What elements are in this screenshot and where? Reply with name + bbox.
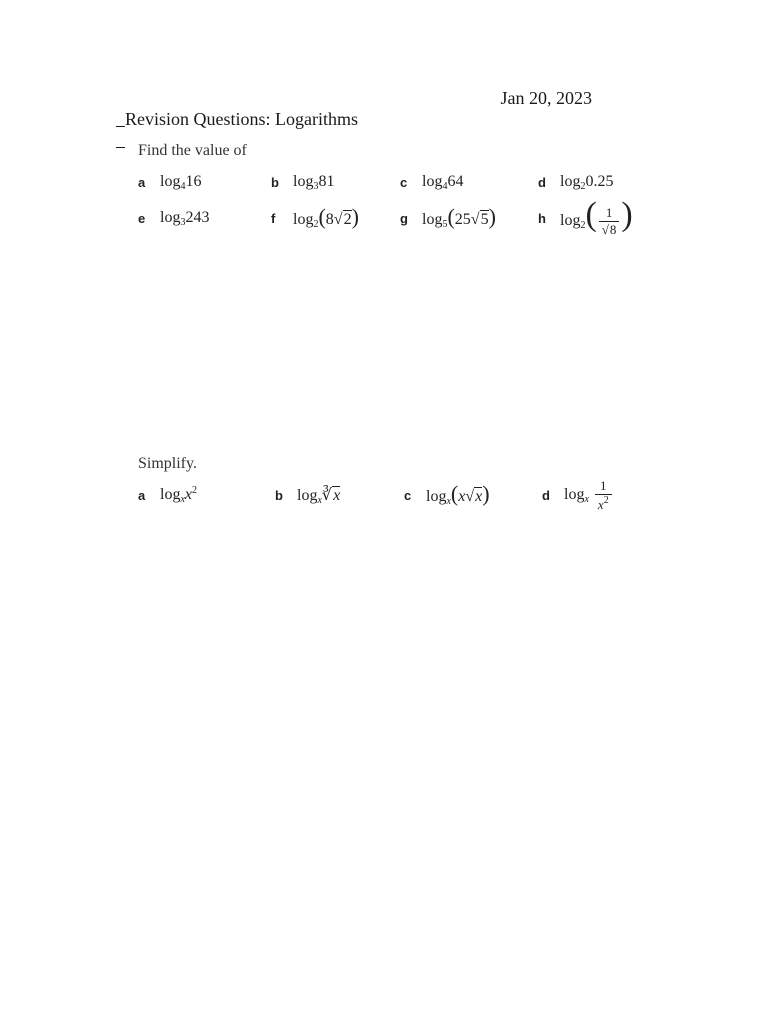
question-letter: a (138, 174, 146, 190)
question-item (138, 166, 201, 198)
find-value-section (138, 142, 638, 238)
question-expression: $\log_x$ $\frac{1}{x^2}$ (564, 478, 614, 513)
question-letter: h (538, 210, 546, 226)
question-expression: $\log_3243$ (160, 208, 210, 228)
section-prompt: Find the value of (138, 142, 247, 159)
question-letter: d (542, 487, 550, 503)
question-letter: c (400, 174, 408, 190)
worksheet-title: Revision Questions: Logarithms (125, 109, 358, 129)
question-expression: $\log_5(25√5)$ (422, 204, 496, 230)
question-item (400, 166, 463, 198)
simplify-section (138, 455, 638, 511)
question-expression: $\log_2$( $\frac{1}{√8}$ ) (560, 196, 633, 237)
question-row (138, 198, 638, 238)
question-row (138, 479, 638, 511)
question-item (400, 198, 496, 238)
question-expression: $\log_x(x√x)$ (426, 481, 490, 507)
question-expression: $\log_381$ (293, 172, 335, 192)
question-item (404, 479, 490, 511)
section-prompt: Simplify. (138, 455, 197, 472)
question-letter: c (404, 487, 412, 503)
question-letter: f (271, 210, 276, 226)
question-item (138, 479, 197, 511)
question-item (542, 479, 614, 511)
question-item (271, 166, 334, 198)
question-letter: d (538, 174, 546, 190)
question-letter: g (400, 210, 408, 226)
question-letter: b (271, 174, 279, 190)
question-row (138, 166, 638, 198)
question-expression: $\log_416$ (160, 172, 202, 192)
question-letter: e (138, 210, 146, 226)
question-expression: $\log_20.25$ (560, 172, 614, 192)
worksheet-date: Jan 20, 2023 (500, 88, 592, 108)
question-item (538, 198, 633, 238)
question-expression: $\log_x∛x$ (297, 486, 341, 506)
question-expression: $\log_xx^2$ (160, 485, 198, 505)
question-letter: a (138, 487, 146, 503)
question-item (275, 479, 340, 511)
question-item (271, 198, 359, 238)
question-letter: b (275, 487, 283, 503)
question-item (138, 198, 209, 238)
question-expression: $\log_464$ (422, 172, 464, 192)
question-item (538, 166, 613, 198)
question-expression: $\log_2(8√2)$ (293, 204, 359, 230)
